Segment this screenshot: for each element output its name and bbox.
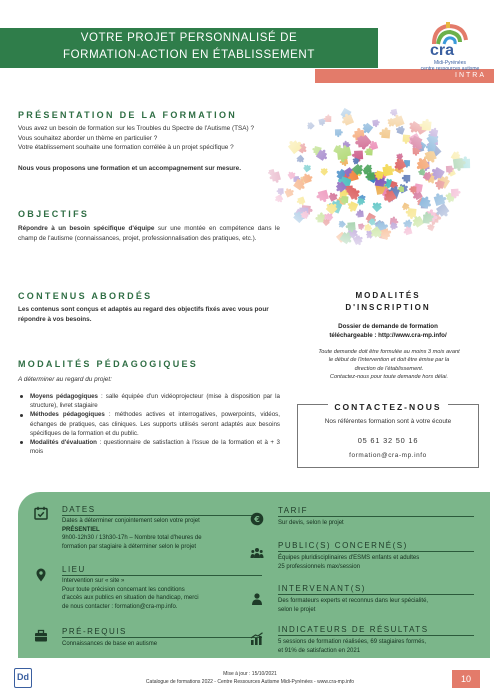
contact-title (297, 397, 479, 415)
contact-title-text: CONTACTEZ-NOUS (328, 402, 447, 412)
lieu-line4: de nous contacter : formation@cra-mp.info. (62, 603, 178, 610)
objectifs-text (18, 224, 280, 243)
presentation-conclusion: Nous vous proposons une formation et un accompagnement sur mesure. (18, 165, 241, 172)
inscription-title-line2: D'INSCRIPTION (345, 303, 431, 312)
logo-region: Midi-Pyrénées (434, 60, 466, 66)
location-pin-icon (34, 568, 48, 582)
dates-line3: 9h00-12h30 / 13h30-17h – Nombre total d'heures de (62, 535, 202, 542)
header-title-line2: FORMATION-ACTION EN ÉTABLISSEMENT (63, 49, 315, 61)
dates-line1: Dates à déterminer conjointement selon votre projet (62, 518, 200, 524)
public-title: PUBLIC(S) CONCERNÉ(S) (278, 541, 408, 550)
dates-presentiel: PRÉSENTIEL (62, 526, 100, 533)
tarif-text: Sur devis, selon le projet (278, 520, 344, 526)
intervenants-text (278, 597, 484, 614)
inscription-note-line3: direction de l'établissement. (354, 365, 424, 372)
speaker-person-icon (250, 592, 264, 606)
svg-text:€: € (254, 515, 260, 524)
footer-update: Mise à jour : 15/10/2021 (223, 671, 277, 677)
inscription-note (302, 348, 476, 382)
list-item (18, 438, 280, 456)
calendar-icon (34, 506, 48, 520)
public-divider (278, 551, 474, 552)
logo-tagline: centre ressources autisme (420, 66, 480, 72)
contact-intro: Nos référentes formation sont à votre écoute (324, 418, 452, 425)
euro-coin-icon (250, 512, 264, 526)
bullet-label: Modalités d'évaluation (30, 439, 97, 447)
indicateurs-divider (278, 635, 474, 636)
lieu-divider (62, 575, 262, 576)
public-line1: Équipes pluridisciplinaires d'ESMS enfants et adultes (278, 555, 420, 561)
growth-chart-icon (250, 632, 264, 646)
public-text (278, 554, 484, 571)
lieu-title: LIEU (62, 565, 86, 574)
lieu-line1: Intervention sur « site » (62, 578, 125, 584)
presentation-line-2: Vous souhaitez aborder un thème en particulier ? (18, 134, 158, 142)
list-item (18, 392, 280, 410)
objectifs-title: OBJECTIFS (18, 209, 90, 219)
pedagogiques-title: MODALITÉS PÉDAGOGIQUES (18, 359, 199, 369)
footer-catalogue: Catalogue de formations 2022 - Centre Ressources Autisme Midi-Pyrénées - www.cra-mp.info (145, 679, 355, 685)
inscription-title-line1: MODALITÉS (355, 291, 421, 300)
inscription-doc-line1: Dossier de demande de formation (338, 323, 438, 330)
inscription-note-line2: le début de l'intervention et doit être émise par la (328, 357, 450, 364)
page-number: 10 (452, 670, 480, 688)
indicateurs-line2: et 91% de satisfaction en 2021 (278, 647, 361, 654)
inscription-title (300, 290, 476, 314)
intervenants-line1: Des formateurs experts et reconnus dans leur spécialité, (278, 598, 429, 604)
lieu-text (62, 577, 272, 611)
contact-email[interactable]: formation@cra-mp.info (349, 452, 427, 459)
public-line2: 25 professionnels max/session (278, 563, 361, 570)
presentation-title: PRÉSENTATION DE LA FORMATION (18, 110, 238, 120)
indicateurs-line1: 5 sessions de formation réalisées, 69 stagiaires formés, (278, 639, 427, 645)
prerequis-title: PRÉ-REQUIS (62, 627, 127, 636)
objectifs-rest: sur une montée en compétence dans le champ de l'autisme (connaissances, projet, professionnalisation des pratiques, etc.). (18, 225, 280, 242)
indicateurs-text (278, 638, 484, 655)
lieu-line2: Pour toute précision concernant les conditions (62, 586, 185, 593)
objectifs-bold: Répondre à un besoin spécifique d'équipe (18, 225, 155, 232)
intervenants-title: INTERVENANT(S) (278, 584, 366, 593)
logo-wordmark: cra (430, 42, 455, 59)
prerequis-divider (62, 637, 262, 638)
tarif-divider (278, 516, 474, 517)
dates-title: DATES (62, 505, 96, 514)
logo-subtitle (419, 60, 481, 72)
header-title-line1: VOTRE PROJET PERSONNALISÉ DE (80, 32, 298, 44)
bullet-text: : salle équipée d'un vidéoprojecteur (mise à disposition par la structure), livret stagiaire (30, 393, 280, 410)
contenus-text: Les contenus sont conçus et adaptés au regard des objectifs fixés avec vous pour répondre à vos besoins. (18, 306, 269, 323)
indicateurs-title: INDICATEURS DE RÉSULTATS (278, 625, 429, 634)
briefcase-icon (34, 629, 48, 643)
inscription-note-line4: Contactez-nous pour toute demande hors délai. (329, 374, 449, 381)
dates-text (62, 517, 272, 551)
presentation-line-3: Votre établissement souhaite une formation corrélée à un projet spécifique ? (18, 144, 234, 152)
pedagogiques-intro: A déterminer au regard du projet: (18, 376, 112, 383)
presentation-text (18, 124, 268, 153)
intervenants-divider (278, 594, 474, 595)
pedagogiques-list (18, 392, 280, 456)
lieu-line3: d'accès aux publics en situation de handicap, merci (62, 595, 199, 602)
bullet-text: : méthodes actives et interrogatives, powerpoints, vidéos, échanges de pratiques, cas cliniques. Les supports utilisés seront adaptés aux besoins spécifiques de la formation et du public. (30, 411, 280, 437)
contenus-title: CONTENUS ABORDÉS (18, 291, 153, 301)
bullet-label: Méthodes pédagogiques (30, 411, 105, 419)
page-header (0, 28, 378, 68)
bullet-label: Moyens pédagogiques (30, 393, 98, 400)
inscription-document (300, 322, 476, 340)
inscription-doc-link[interactable]: téléchargeable : http://www.cra-mp.info/ (329, 332, 447, 339)
contact-phone[interactable]: 05 61 32 50 16 (357, 436, 419, 445)
bullet-text: : questionnaire de satisfaction à l'issue de la formation et à + 3 mois (30, 439, 280, 456)
datadock-logo (14, 668, 32, 688)
prerequis-text: Connaissances de base en autisme (62, 641, 158, 647)
presentation-line-1: Vous avez un besoin de formation sur les Troubles du Spectre de l'Autisme (TSA) ? (18, 125, 255, 132)
intra-tag: INTRA (315, 69, 494, 83)
inscription-note-line1: Toute demande doit être formulée au moins 3 mois avant (318, 349, 460, 355)
dates-line4: formation par stagiaire à déterminer selon le projet (62, 543, 197, 550)
group-people-icon (250, 546, 264, 560)
dates-divider (62, 515, 262, 516)
intervenants-line2: selon le projet (278, 606, 316, 613)
datadock-logo-text: Dd (17, 672, 29, 682)
tarif-title: TARIF (278, 506, 309, 515)
list-item (18, 410, 280, 438)
puzzle-pieces-image (262, 102, 480, 250)
